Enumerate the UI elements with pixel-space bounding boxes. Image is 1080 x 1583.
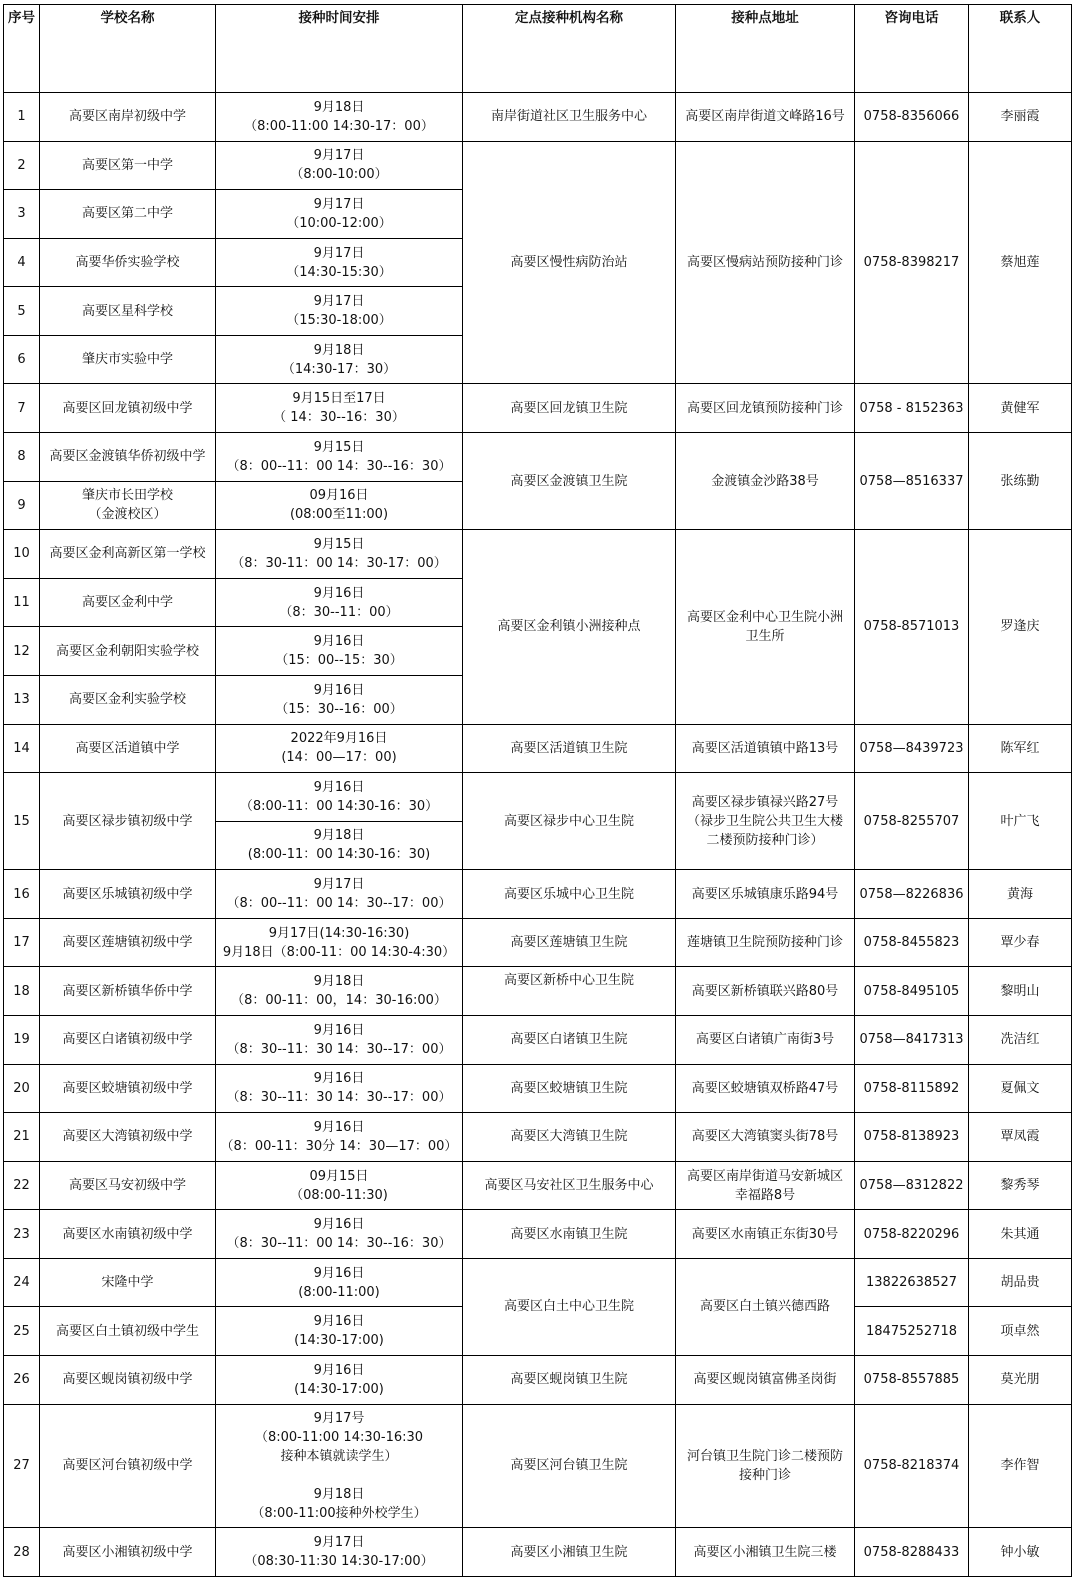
cell-contact: 李丽霞 <box>969 93 1072 142</box>
cell-school: 高要区星科学校 <box>40 287 216 336</box>
cell-school: 高要区金利中学 <box>40 578 216 627</box>
cell-no: 4 <box>4 238 40 287</box>
cell-schedule: 9月16日 （8：30--11：30 14：30--17：00） <box>216 1064 463 1113</box>
cell-institution: 高要区活道镇卫生院 <box>463 724 676 773</box>
table-row <box>4 918 1072 967</box>
cell-institution: 高要区小湘镇卫生院 <box>463 1528 676 1577</box>
cell-no: 5 <box>4 287 40 336</box>
cell-no: 6 <box>4 335 40 384</box>
cell-school: 高要区金利朝阳实验学校 <box>40 627 216 676</box>
cell-phone: 18475252718 <box>855 1307 969 1356</box>
cell-schedule: 9月16日 （15：30--16：00） <box>216 675 463 724</box>
cell-phone: 0758—8516337 <box>855 433 969 530</box>
cell-contact: 李作智 <box>969 1404 1072 1527</box>
cell-address: 金渡镇金沙路38号 <box>676 433 855 530</box>
cell-schedule: 9月17日 （14:30-15:30） <box>216 238 463 287</box>
cell-schedule: 9月18日 （8:00-11:00 14:30-17：00） <box>216 93 463 142</box>
cell-no: 27 <box>4 1404 40 1527</box>
cell-address: 高要区回龙镇预防接种门诊 <box>676 384 855 433</box>
cell-school: 高要区金利实验学校 <box>40 675 216 724</box>
cell-no: 8 <box>4 433 40 482</box>
cell-contact: 莫光朋 <box>969 1356 1072 1405</box>
cell-phone: 0758-8138923 <box>855 1113 969 1162</box>
cell-no: 2 <box>4 141 40 190</box>
cell-schedule: 9月17日(14:30-16:30) 9月18日（8:00-11：00 14:30-4:30） <box>216 918 463 967</box>
cell-schedule: 9月18日 （14:30-17：30） <box>216 335 463 384</box>
cell-phone: 13822638527 <box>855 1258 969 1307</box>
table-row <box>4 1161 1072 1210</box>
cell-contact: 覃凤霞 <box>969 1113 1072 1162</box>
cell-phone: 0758-8398217 <box>855 141 969 384</box>
cell-phone: 0758-8455823 <box>855 918 969 967</box>
cell-no: 13 <box>4 675 40 724</box>
vaccination-schedule-document <box>3 4 1071 1577</box>
cell-address: 高要区乐城镇康乐路94号 <box>676 870 855 919</box>
cell-address: 高要区禄步镇禄兴路27号 （禄步卫生院公共卫生大楼 二楼预防接种门诊） <box>676 773 855 870</box>
cell-contact: 钟小敏 <box>969 1528 1072 1577</box>
cell-no: 24 <box>4 1258 40 1307</box>
cell-contact: 朱其通 <box>969 1210 1072 1259</box>
cell-contact: 冼洁红 <box>969 1015 1072 1064</box>
cell-schedule: 9月16日 (8:00-11:00) <box>216 1258 463 1307</box>
cell-address: 高要区小湘镇卫生院三楼 <box>676 1528 855 1577</box>
cell-no: 23 <box>4 1210 40 1259</box>
cell-schedule: 09月16日 (08:00至11:00) <box>216 481 463 530</box>
cell-schedule: 9月15日至17日 （ 14：30--16：30） <box>216 384 463 433</box>
cell-phone: 0758-8115892 <box>855 1064 969 1113</box>
cell-schedule: 9月15日 （8：00--11：00 14：30--16：30） <box>216 433 463 482</box>
cell-contact: 叶广飞 <box>969 773 1072 870</box>
cell-address: 莲塘镇卫生院预防接种门诊 <box>676 918 855 967</box>
cell-institution: 高要区新桥中心卫生院 <box>463 967 676 1016</box>
table-row <box>4 433 1072 482</box>
cell-contact: 夏佩文 <box>969 1064 1072 1113</box>
cell-no: 21 <box>4 1113 40 1162</box>
cell-no: 15 <box>4 773 40 870</box>
cell-phone: 0758-8557885 <box>855 1356 969 1405</box>
cell-no: 9 <box>4 481 40 530</box>
cell-contact: 黄健军 <box>969 384 1072 433</box>
cell-institution: 高要区马安社区卫生服务中心 <box>463 1161 676 1210</box>
cell-contact: 罗逢庆 <box>969 530 1072 724</box>
cell-address: 高要区白土镇兴德西路 <box>676 1258 855 1355</box>
cell-institution: 高要区金利镇小洲接种点 <box>463 530 676 724</box>
table-row <box>4 1356 1072 1405</box>
cell-contact: 项卓然 <box>969 1307 1072 1356</box>
cell-no: 7 <box>4 384 40 433</box>
cell-phone: 0758-8571013 <box>855 530 969 724</box>
cell-schedule: 9月16日 （8：30--11：30 14：30--17：00） <box>216 1015 463 1064</box>
cell-no: 25 <box>4 1307 40 1356</box>
table-row <box>4 530 1072 579</box>
header-contact: 联系人 <box>969 5 1072 93</box>
header-address: 接种点地址 <box>676 5 855 93</box>
cell-school: 高要区莲塘镇初级中学 <box>40 918 216 967</box>
cell-school: 高要区金利高新区第一学校 <box>40 530 216 579</box>
header-no: 序号 <box>4 5 40 93</box>
cell-contact: 黄海 <box>969 870 1072 919</box>
cell-phone: 0758—8439723 <box>855 724 969 773</box>
cell-no: 3 <box>4 190 40 239</box>
cell-no: 17 <box>4 918 40 967</box>
header-phone: 咨询电话 <box>855 5 969 93</box>
cell-no: 19 <box>4 1015 40 1064</box>
cell-no: 28 <box>4 1528 40 1577</box>
cell-institution: 高要区蚬岗镇卫生院 <box>463 1356 676 1405</box>
cell-school: 高要华侨实验学校 <box>40 238 216 287</box>
cell-schedule: 9月17日 （08:30-11:30 14:30-17:00） <box>216 1528 463 1577</box>
cell-phone: 0758 - 8152363 <box>855 384 969 433</box>
cell-address: 河台镇卫生院门诊二楼预防 接种门诊 <box>676 1404 855 1527</box>
cell-institution: 高要区回龙镇卫生院 <box>463 384 676 433</box>
cell-institution: 高要区水南镇卫生院 <box>463 1210 676 1259</box>
cell-schedule: 9月16日 （15：00--15：30） <box>216 627 463 676</box>
cell-school: 高要区河台镇初级中学 <box>40 1404 216 1527</box>
cell-address: 高要区新桥镇联兴路80号 <box>676 967 855 1016</box>
header-schedule: 接种时间安排 <box>216 5 463 93</box>
cell-address: 高要区活道镇镇中路13号 <box>676 724 855 773</box>
table-row <box>4 870 1072 919</box>
table-row <box>4 1528 1072 1577</box>
cell-address: 高要区水南镇正东街30号 <box>676 1210 855 1259</box>
cell-no: 14 <box>4 724 40 773</box>
cell-school: 高要区回龙镇初级中学 <box>40 384 216 433</box>
cell-schedule: 9月16日 （8：30--11：00 14：30--16：30） <box>216 1210 463 1259</box>
cell-no: 16 <box>4 870 40 919</box>
cell-school: 高要区水南镇初级中学 <box>40 1210 216 1259</box>
cell-schedule: 9月16日 （8:00-11：00 14:30-16：30） <box>216 773 463 822</box>
cell-institution: 高要区乐城中心卫生院 <box>463 870 676 919</box>
cell-schedule: 9月17日 （15:30-18:00） <box>216 287 463 336</box>
cell-no: 18 <box>4 967 40 1016</box>
cell-schedule: 9月18日 （8：00-11：00，14：30-16:00） <box>216 967 463 1016</box>
cell-no: 26 <box>4 1356 40 1405</box>
cell-phone: 0758-8288433 <box>855 1528 969 1577</box>
cell-phone: 0758-8255707 <box>855 773 969 870</box>
table-row <box>4 1113 1072 1162</box>
cell-address: 高要区白诸镇广南街3号 <box>676 1015 855 1064</box>
cell-institution: 高要区蛟塘镇卫生院 <box>463 1064 676 1113</box>
cell-school: 高要区白诸镇初级中学 <box>40 1015 216 1064</box>
table-row <box>4 1064 1072 1113</box>
cell-institution: 南岸街道社区卫生服务中心 <box>463 93 676 142</box>
table-row <box>4 93 1072 142</box>
cell-contact: 蔡旭莲 <box>969 141 1072 384</box>
cell-address: 高要区金利中心卫生院小洲 卫生所 <box>676 530 855 724</box>
cell-contact: 陈军红 <box>969 724 1072 773</box>
cell-contact: 黎明山 <box>969 967 1072 1016</box>
cell-schedule: 9月17日 （8：00--11：00 14：30--17：00） <box>216 870 463 919</box>
cell-address: 高要区大湾镇窦头街78号 <box>676 1113 855 1162</box>
cell-schedule: 9月16日 （8：00-11：30分 14：30—17：00） <box>216 1113 463 1162</box>
cell-school: 肇庆市实验中学 <box>40 335 216 384</box>
cell-phone: 0758—8226836 <box>855 870 969 919</box>
vaccination-schedule-table <box>3 4 1072 1577</box>
cell-no: 10 <box>4 530 40 579</box>
table-row <box>4 141 1072 190</box>
cell-schedule: 9月18日 (8:00-11：00 14:30-16：30) <box>216 821 463 870</box>
cell-address: 高要区南岸街道马安新城区 幸福路8号 <box>676 1161 855 1210</box>
cell-institution: 高要区河台镇卫生院 <box>463 1404 676 1527</box>
table-row <box>4 384 1072 433</box>
cell-school: 高要区活道镇中学 <box>40 724 216 773</box>
cell-address: 高要区南岸街道文峰路16号 <box>676 93 855 142</box>
cell-schedule: 09月15日 （08:00-11:30) <box>216 1161 463 1210</box>
cell-schedule: 9月17号 （8:00-11:00 14:30-16:30 接种本镇就读学生） 9月18日 （8:00-11:00接种外校学生） <box>216 1404 463 1527</box>
cell-phone: 0758-8356066 <box>855 93 969 142</box>
cell-schedule: 9月15日 （8：30-11：00 14：30-17：00） <box>216 530 463 579</box>
cell-address: 高要区蚬岗镇富佛圣岗街 <box>676 1356 855 1405</box>
header-row <box>4 5 1072 93</box>
cell-institution: 高要区大湾镇卫生院 <box>463 1113 676 1162</box>
cell-school: 宋隆中学 <box>40 1258 216 1307</box>
cell-contact: 张练勤 <box>969 433 1072 530</box>
cell-schedule: 9月16日 （8：30--11：00） <box>216 578 463 627</box>
cell-contact: 黎秀琴 <box>969 1161 1072 1210</box>
cell-institution: 高要区白土中心卫生院 <box>463 1258 676 1355</box>
cell-schedule: 9月16日 (14:30-17:00) <box>216 1356 463 1405</box>
cell-school: 高要区蛟塘镇初级中学 <box>40 1064 216 1113</box>
cell-school: 高要区马安初级中学 <box>40 1161 216 1210</box>
cell-school: 高要区大湾镇初级中学 <box>40 1113 216 1162</box>
cell-contact: 覃少春 <box>969 918 1072 967</box>
cell-school: 高要区金渡镇华侨初级中学 <box>40 433 216 482</box>
cell-institution: 高要区莲塘镇卫生院 <box>463 918 676 967</box>
cell-institution: 高要区金渡镇卫生院 <box>463 433 676 530</box>
cell-school: 高要区乐城镇初级中学 <box>40 870 216 919</box>
cell-school: 肇庆市长田学校 （金渡校区） <box>40 481 216 530</box>
cell-institution: 高要区慢性病防治站 <box>463 141 676 384</box>
cell-phone: 0758-8495105 <box>855 967 969 1016</box>
cell-schedule: 9月17日 （10:00-12:00） <box>216 190 463 239</box>
table-row <box>4 967 1072 1016</box>
cell-no: 22 <box>4 1161 40 1210</box>
table-row <box>4 1210 1072 1259</box>
cell-school: 高要区新桥镇华侨中学 <box>40 967 216 1016</box>
cell-phone: 0758—8417313 <box>855 1015 969 1064</box>
cell-school: 高要区南岸初级中学 <box>40 93 216 142</box>
cell-no: 12 <box>4 627 40 676</box>
cell-phone: 0758—8312822 <box>855 1161 969 1210</box>
cell-schedule: 9月16日 (14:30-17:00) <box>216 1307 463 1356</box>
cell-no: 1 <box>4 93 40 142</box>
cell-school: 高要区小湘镇初级中学 <box>40 1528 216 1577</box>
cell-institution: 高要区白诸镇卫生院 <box>463 1015 676 1064</box>
header-school: 学校名称 <box>40 5 216 93</box>
cell-no: 20 <box>4 1064 40 1113</box>
cell-phone: 0758-8220296 <box>855 1210 969 1259</box>
cell-institution: 高要区禄步中心卫生院 <box>463 773 676 870</box>
cell-school: 高要区禄步镇初级中学 <box>40 773 216 870</box>
cell-no: 11 <box>4 578 40 627</box>
cell-school: 高要区白土镇初级中学生 <box>40 1307 216 1356</box>
table-row <box>4 1404 1072 1527</box>
cell-contact: 胡品贵 <box>969 1258 1072 1307</box>
cell-school: 高要区蚬岗镇初级中学 <box>40 1356 216 1405</box>
table-row <box>4 1015 1072 1064</box>
cell-phone: 0758-8218374 <box>855 1404 969 1527</box>
cell-address: 高要区蛟塘镇双桥路47号 <box>676 1064 855 1113</box>
cell-school: 高要区第一中学 <box>40 141 216 190</box>
header-institution: 定点接种机构名称 <box>463 5 676 93</box>
cell-school: 高要区第二中学 <box>40 190 216 239</box>
table-row <box>4 1258 1072 1307</box>
table-row <box>4 724 1072 773</box>
cell-schedule: 9月17日 （8:00-10:00） <box>216 141 463 190</box>
table-row <box>4 773 1072 822</box>
cell-schedule: 2022年9月16日 (14：00—17：00) <box>216 724 463 773</box>
cell-address: 高要区慢病站预防接种门诊 <box>676 141 855 384</box>
